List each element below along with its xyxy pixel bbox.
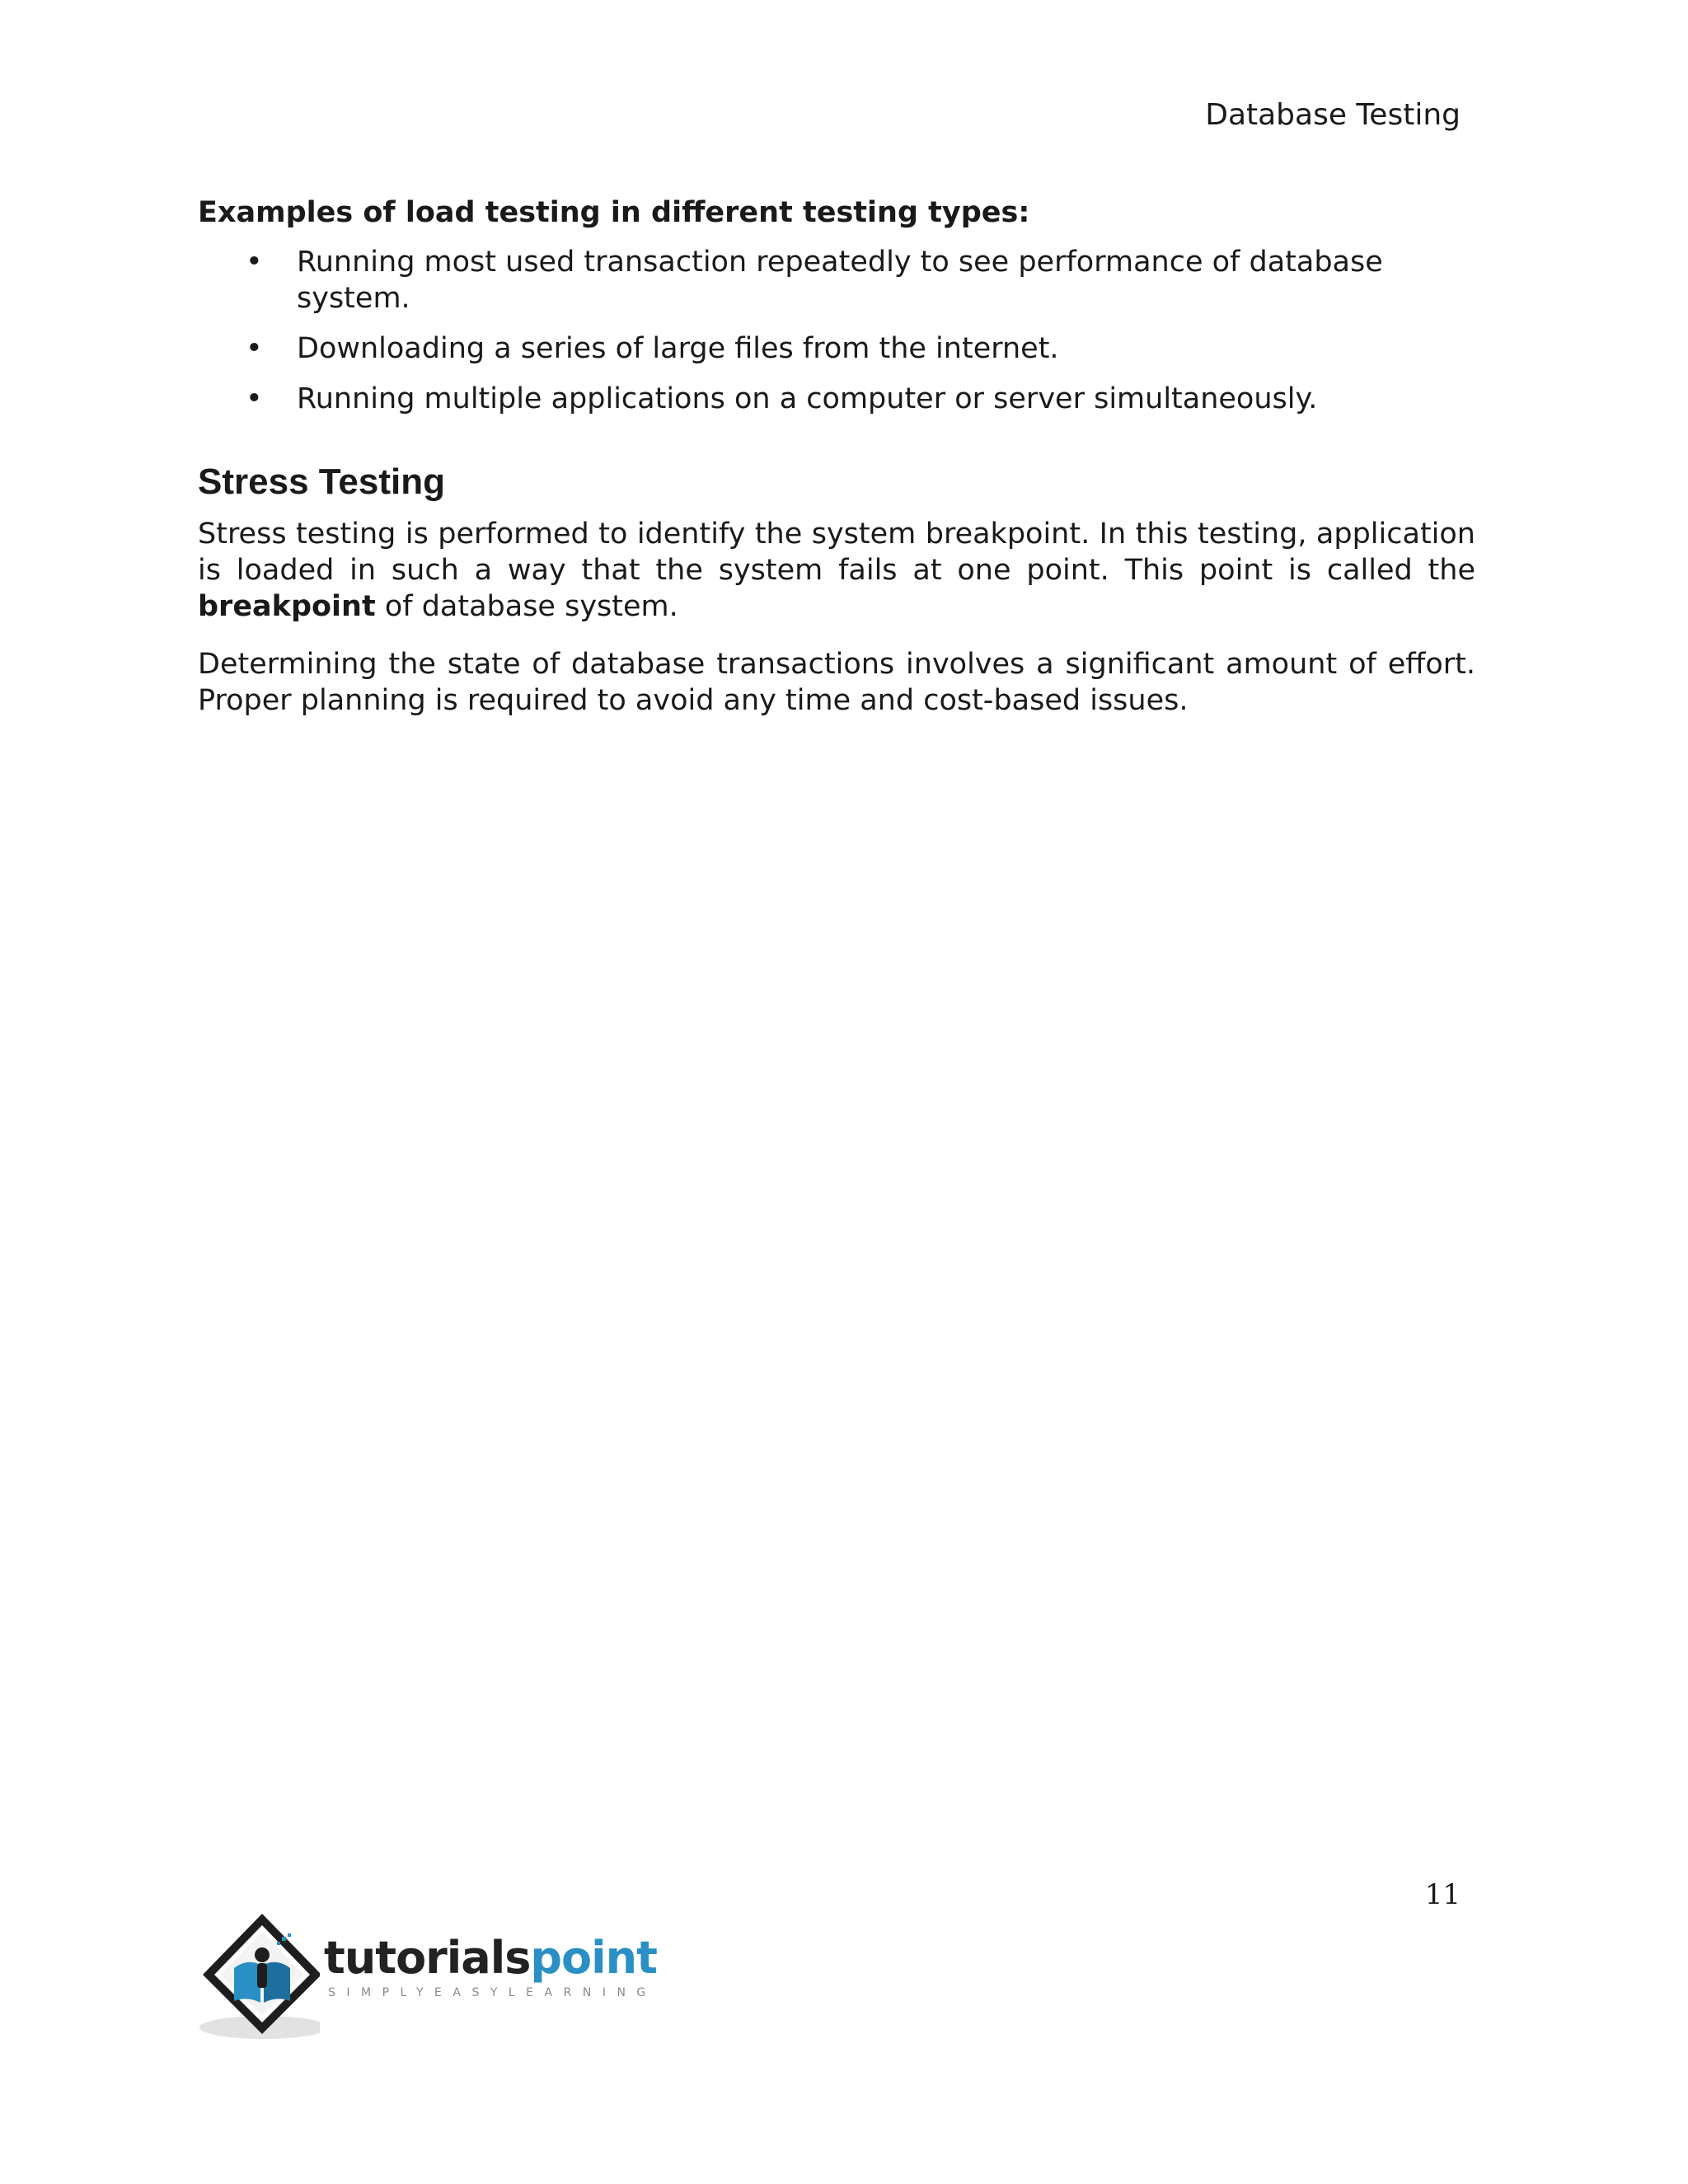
list-item: [198, 244, 1475, 316]
paragraph-breakpoint: [198, 516, 1475, 625]
logo-emblem-icon: [196, 1910, 320, 2042]
tutorialspoint-logo: [196, 1910, 657, 2042]
list-item: [198, 330, 1475, 367]
list-item: [198, 381, 1475, 417]
bullet-icon: •: [246, 382, 263, 415]
list-item-text: Downloading a series of large files from the internet.: [297, 332, 1059, 365]
list-item-text: Running most used transaction repeatedly to see performance of database system.: [297, 246, 1383, 315]
logo-wordmark: tutorialspoint: [324, 1932, 657, 1984]
bullet-icon: •: [246, 332, 263, 365]
bold-term: breakpoint: [198, 590, 376, 623]
page-number: 11: [1424, 1878, 1461, 1911]
logo-tagline: SIMPLYEASYLEARNING: [328, 1986, 657, 1999]
examples-heading: Examples of load testing in different testing types:: [198, 196, 1030, 229]
section-title: Stress Testing: [198, 462, 445, 502]
list-item-text: Running multiple applications on a computer or server simultaneously.: [297, 382, 1318, 415]
examples-list: [198, 244, 1475, 417]
paragraph-text: of database system.: [375, 590, 678, 623]
paragraph-text: Stress testing is performed to identify the system breakpoint. In this testing, application is loaded in such a way that the system fails at one point. This point is called the: [198, 518, 1475, 587]
running-header: Database Testing: [1205, 98, 1461, 132]
paragraph-planning: Determining the state of database transactions involves a significant amount of effort. Proper planning is required to avoid any time and cost-based issues.: [198, 648, 1475, 717]
bullet-icon: •: [246, 246, 263, 279]
page-content: [198, 194, 1475, 740]
